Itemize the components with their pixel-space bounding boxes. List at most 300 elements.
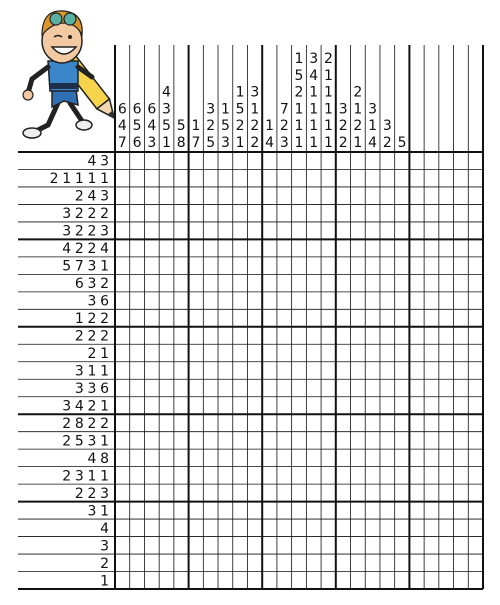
grid-cell[interactable] <box>380 467 395 484</box>
grid-cell[interactable] <box>203 414 218 431</box>
grid-cell[interactable] <box>203 502 218 519</box>
grid-cell[interactable] <box>115 187 130 204</box>
grid-cell[interactable] <box>277 344 292 361</box>
grid-cell[interactable] <box>144 222 159 239</box>
grid-cell[interactable] <box>218 432 233 449</box>
grid-cell[interactable] <box>218 222 233 239</box>
grid-cell[interactable] <box>395 274 410 291</box>
grid-cell[interactable] <box>454 169 469 186</box>
grid-cell[interactable] <box>189 239 204 256</box>
grid-cell[interactable] <box>203 537 218 554</box>
grid-cell[interactable] <box>409 274 424 291</box>
grid-cell[interactable] <box>409 239 424 256</box>
grid-cell[interactable] <box>130 222 145 239</box>
grid-cell[interactable] <box>189 502 204 519</box>
grid-cell[interactable] <box>233 519 248 536</box>
grid-cell[interactable] <box>424 187 439 204</box>
grid-cell[interactable] <box>351 484 366 501</box>
grid-cell[interactable] <box>174 239 189 256</box>
grid-cell[interactable] <box>365 362 380 379</box>
grid-cell[interactable] <box>439 169 454 186</box>
grid-cell[interactable] <box>292 169 307 186</box>
grid-cell[interactable] <box>321 257 336 274</box>
grid-cell[interactable] <box>292 449 307 466</box>
grid-cell[interactable] <box>218 292 233 309</box>
grid-cell[interactable] <box>189 484 204 501</box>
grid-cell[interactable] <box>115 467 130 484</box>
grid-cell[interactable] <box>233 239 248 256</box>
grid-cell[interactable] <box>336 152 351 169</box>
grid-cell[interactable] <box>395 222 410 239</box>
grid-cell[interactable] <box>203 204 218 221</box>
grid-cell[interactable] <box>203 554 218 571</box>
grid-cell[interactable] <box>130 327 145 344</box>
grid-cell[interactable] <box>203 187 218 204</box>
grid-cell[interactable] <box>395 292 410 309</box>
grid-cell[interactable] <box>395 309 410 326</box>
grid-cell[interactable] <box>262 327 277 344</box>
grid-cell[interactable] <box>409 502 424 519</box>
grid-cell[interactable] <box>247 397 262 414</box>
grid-cell[interactable] <box>233 169 248 186</box>
grid-cell[interactable] <box>424 274 439 291</box>
grid-cell[interactable] <box>233 432 248 449</box>
grid-cell[interactable] <box>468 572 483 589</box>
grid-cell[interactable] <box>365 239 380 256</box>
grid-cell[interactable] <box>292 309 307 326</box>
grid-cell[interactable] <box>174 379 189 396</box>
grid-cell[interactable] <box>130 169 145 186</box>
grid-cell[interactable] <box>292 484 307 501</box>
grid-cell[interactable] <box>395 519 410 536</box>
grid-cell[interactable] <box>380 572 395 589</box>
grid-cell[interactable] <box>292 362 307 379</box>
grid-cell[interactable] <box>395 327 410 344</box>
grid-cell[interactable] <box>351 537 366 554</box>
grid-cell[interactable] <box>144 379 159 396</box>
grid-cell[interactable] <box>409 484 424 501</box>
grid-cell[interactable] <box>468 204 483 221</box>
grid-cell[interactable] <box>144 309 159 326</box>
grid-cell[interactable] <box>351 187 366 204</box>
grid-cell[interactable] <box>203 572 218 589</box>
grid-cell[interactable] <box>144 169 159 186</box>
grid-cell[interactable] <box>218 239 233 256</box>
grid-cell[interactable] <box>174 309 189 326</box>
grid-cell[interactable] <box>233 222 248 239</box>
grid-cell[interactable] <box>409 204 424 221</box>
grid-cell[interactable] <box>233 152 248 169</box>
grid-cell[interactable] <box>115 414 130 431</box>
grid-cell[interactable] <box>189 222 204 239</box>
grid-cell[interactable] <box>365 327 380 344</box>
grid-cell[interactable] <box>277 292 292 309</box>
grid-cell[interactable] <box>336 169 351 186</box>
grid-cell[interactable] <box>321 572 336 589</box>
grid-cell[interactable] <box>174 397 189 414</box>
grid-cell[interactable] <box>409 449 424 466</box>
grid-cell[interactable] <box>395 554 410 571</box>
grid-cell[interactable] <box>218 484 233 501</box>
grid-cell[interactable] <box>218 309 233 326</box>
grid-cell[interactable] <box>262 449 277 466</box>
grid-cell[interactable] <box>321 397 336 414</box>
grid-cell[interactable] <box>159 432 174 449</box>
grid-cell[interactable] <box>321 309 336 326</box>
grid-cell[interactable] <box>395 397 410 414</box>
grid-cell[interactable] <box>454 379 469 396</box>
grid-cell[interactable] <box>159 257 174 274</box>
grid-cell[interactable] <box>454 222 469 239</box>
grid-cell[interactable] <box>159 414 174 431</box>
grid-cell[interactable] <box>189 274 204 291</box>
grid-cell[interactable] <box>262 519 277 536</box>
grid-cell[interactable] <box>174 292 189 309</box>
grid-cell[interactable] <box>468 152 483 169</box>
grid-cell[interactable] <box>277 519 292 536</box>
grid-cell[interactable] <box>424 257 439 274</box>
grid-cell[interactable] <box>380 397 395 414</box>
grid-cell[interactable] <box>292 432 307 449</box>
grid-cell[interactable] <box>233 344 248 361</box>
grid-cell[interactable] <box>351 362 366 379</box>
grid-cell[interactable] <box>144 397 159 414</box>
grid-cell[interactable] <box>277 239 292 256</box>
grid-cell[interactable] <box>262 502 277 519</box>
grid-cell[interactable] <box>159 152 174 169</box>
grid-cell[interactable] <box>277 484 292 501</box>
grid-cell[interactable] <box>130 379 145 396</box>
grid-cell[interactable] <box>262 274 277 291</box>
grid-cell[interactable] <box>336 519 351 536</box>
grid-cell[interactable] <box>365 309 380 326</box>
grid-cell[interactable] <box>115 537 130 554</box>
grid-cell[interactable] <box>159 239 174 256</box>
grid-cell[interactable] <box>409 222 424 239</box>
grid-cell[interactable] <box>424 379 439 396</box>
grid-cell[interactable] <box>159 327 174 344</box>
grid-cell[interactable] <box>454 152 469 169</box>
grid-cell[interactable] <box>174 274 189 291</box>
grid-cell[interactable] <box>262 187 277 204</box>
grid-cell[interactable] <box>351 274 366 291</box>
grid-cell[interactable] <box>395 537 410 554</box>
grid-cell[interactable] <box>130 239 145 256</box>
grid-cell[interactable] <box>144 467 159 484</box>
grid-cell[interactable] <box>233 397 248 414</box>
grid-cell[interactable] <box>409 467 424 484</box>
grid-cell[interactable] <box>218 379 233 396</box>
grid-cell[interactable] <box>306 432 321 449</box>
grid-cell[interactable] <box>292 554 307 571</box>
grid-cell[interactable] <box>247 344 262 361</box>
grid-cell[interactable] <box>277 169 292 186</box>
grid-cell[interactable] <box>336 362 351 379</box>
grid-cell[interactable] <box>247 187 262 204</box>
grid-cell[interactable] <box>144 152 159 169</box>
grid-cell[interactable] <box>468 554 483 571</box>
grid-cell[interactable] <box>130 344 145 361</box>
grid-cell[interactable] <box>130 537 145 554</box>
grid-cell[interactable] <box>247 169 262 186</box>
grid-cell[interactable] <box>144 274 159 291</box>
grid-cell[interactable] <box>336 379 351 396</box>
grid-cell[interactable] <box>321 414 336 431</box>
grid-cell[interactable] <box>174 484 189 501</box>
grid-cell[interactable] <box>380 309 395 326</box>
grid-cell[interactable] <box>247 467 262 484</box>
grid-cell[interactable] <box>144 327 159 344</box>
grid-cell[interactable] <box>454 414 469 431</box>
grid-cell[interactable] <box>247 309 262 326</box>
grid-cell[interactable] <box>439 449 454 466</box>
grid-cell[interactable] <box>468 344 483 361</box>
grid-cell[interactable] <box>174 362 189 379</box>
grid-cell[interactable] <box>321 239 336 256</box>
grid-cell[interactable] <box>292 379 307 396</box>
grid-cell[interactable] <box>336 432 351 449</box>
grid-cell[interactable] <box>380 344 395 361</box>
grid-cell[interactable] <box>292 222 307 239</box>
grid-cell[interactable] <box>336 187 351 204</box>
grid-cell[interactable] <box>468 257 483 274</box>
grid-cell[interactable] <box>144 554 159 571</box>
grid-cell[interactable] <box>306 414 321 431</box>
grid-cell[interactable] <box>351 239 366 256</box>
grid-cell[interactable] <box>203 519 218 536</box>
grid-cell[interactable] <box>454 362 469 379</box>
grid-cell[interactable] <box>218 327 233 344</box>
grid-cell[interactable] <box>233 467 248 484</box>
grid-cell[interactable] <box>247 152 262 169</box>
grid-cell[interactable] <box>115 449 130 466</box>
grid-cell[interactable] <box>468 327 483 344</box>
grid-cell[interactable] <box>233 502 248 519</box>
grid-cell[interactable] <box>247 414 262 431</box>
grid-cell[interactable] <box>380 502 395 519</box>
grid-cell[interactable] <box>130 292 145 309</box>
grid-cell[interactable] <box>292 327 307 344</box>
grid-cell[interactable] <box>424 344 439 361</box>
grid-cell[interactable] <box>351 169 366 186</box>
grid-cell[interactable] <box>321 327 336 344</box>
grid-cell[interactable] <box>439 502 454 519</box>
grid-cell[interactable] <box>218 152 233 169</box>
grid-cell[interactable] <box>203 274 218 291</box>
grid-cell[interactable] <box>189 327 204 344</box>
grid-cell[interactable] <box>424 554 439 571</box>
grid-cell[interactable] <box>380 327 395 344</box>
grid-cell[interactable] <box>292 572 307 589</box>
grid-cell[interactable] <box>336 274 351 291</box>
grid-cell[interactable] <box>189 362 204 379</box>
grid-cell[interactable] <box>336 327 351 344</box>
grid-cell[interactable] <box>144 239 159 256</box>
grid-cell[interactable] <box>321 169 336 186</box>
grid-cell[interactable] <box>454 467 469 484</box>
grid-cell[interactable] <box>277 432 292 449</box>
grid-cell[interactable] <box>262 239 277 256</box>
grid-cell[interactable] <box>203 222 218 239</box>
grid-cell[interactable] <box>292 204 307 221</box>
grid-cell[interactable] <box>262 397 277 414</box>
grid-cell[interactable] <box>409 537 424 554</box>
grid-cell[interactable] <box>144 292 159 309</box>
grid-cell[interactable] <box>395 414 410 431</box>
grid-cell[interactable] <box>380 537 395 554</box>
grid-cell[interactable] <box>277 187 292 204</box>
grid-cell[interactable] <box>336 239 351 256</box>
grid-cell[interactable] <box>159 467 174 484</box>
grid-cell[interactable] <box>351 309 366 326</box>
grid-cell[interactable] <box>174 519 189 536</box>
grid-cell[interactable] <box>247 432 262 449</box>
grid-cell[interactable] <box>130 204 145 221</box>
grid-cell[interactable] <box>454 484 469 501</box>
grid-cell[interactable] <box>454 292 469 309</box>
grid-cell[interactable] <box>321 449 336 466</box>
grid-cell[interactable] <box>115 239 130 256</box>
grid-cell[interactable] <box>468 379 483 396</box>
grid-cell[interactable] <box>439 537 454 554</box>
grid-cell[interactable] <box>439 292 454 309</box>
grid-cell[interactable] <box>292 239 307 256</box>
grid-cell[interactable] <box>439 309 454 326</box>
grid-cell[interactable] <box>395 502 410 519</box>
grid-cell[interactable] <box>409 169 424 186</box>
grid-cell[interactable] <box>277 502 292 519</box>
grid-cell[interactable] <box>174 344 189 361</box>
grid-cell[interactable] <box>395 239 410 256</box>
grid-cell[interactable] <box>247 537 262 554</box>
grid-cell[interactable] <box>203 292 218 309</box>
grid-cell[interactable] <box>306 152 321 169</box>
grid-cell[interactable] <box>218 467 233 484</box>
grid-cell[interactable] <box>439 204 454 221</box>
grid-cell[interactable] <box>454 519 469 536</box>
grid-cell[interactable] <box>292 344 307 361</box>
grid-cell[interactable] <box>336 467 351 484</box>
grid-cell[interactable] <box>306 397 321 414</box>
grid-cell[interactable] <box>351 554 366 571</box>
grid-cell[interactable] <box>159 187 174 204</box>
grid-cell[interactable] <box>115 222 130 239</box>
grid-cell[interactable] <box>189 152 204 169</box>
grid-cell[interactable] <box>306 467 321 484</box>
grid-cell[interactable] <box>365 537 380 554</box>
grid-cell[interactable] <box>351 572 366 589</box>
grid-cell[interactable] <box>336 292 351 309</box>
grid-cell[interactable] <box>218 554 233 571</box>
grid-cell[interactable] <box>306 187 321 204</box>
grid-cell[interactable] <box>233 449 248 466</box>
grid-cell[interactable] <box>351 519 366 536</box>
grid-cell[interactable] <box>351 467 366 484</box>
grid-cell[interactable] <box>203 239 218 256</box>
grid-cell[interactable] <box>203 397 218 414</box>
grid-cell[interactable] <box>321 204 336 221</box>
grid-cell[interactable] <box>292 414 307 431</box>
grid-cell[interactable] <box>159 502 174 519</box>
grid-cell[interactable] <box>409 519 424 536</box>
grid-cell[interactable] <box>218 449 233 466</box>
grid-cell[interactable] <box>468 239 483 256</box>
grid-cell[interactable] <box>321 344 336 361</box>
grid-cell[interactable] <box>115 257 130 274</box>
grid-cell[interactable] <box>424 309 439 326</box>
grid-cell[interactable] <box>247 222 262 239</box>
grid-cell[interactable] <box>321 467 336 484</box>
grid-cell[interactable] <box>439 152 454 169</box>
grid-cell[interactable] <box>277 152 292 169</box>
grid-cell[interactable] <box>247 554 262 571</box>
grid-cell[interactable] <box>439 222 454 239</box>
grid-cell[interactable] <box>351 379 366 396</box>
grid-cell[interactable] <box>292 397 307 414</box>
grid-cell[interactable] <box>306 379 321 396</box>
grid-cell[interactable] <box>468 484 483 501</box>
grid-cell[interactable] <box>424 537 439 554</box>
grid-cell[interactable] <box>439 519 454 536</box>
grid-cell[interactable] <box>424 467 439 484</box>
grid-cell[interactable] <box>468 414 483 431</box>
grid-cell[interactable] <box>189 537 204 554</box>
grid-cell[interactable] <box>365 344 380 361</box>
grid-cell[interactable] <box>321 379 336 396</box>
grid-cell[interactable] <box>174 187 189 204</box>
grid-cell[interactable] <box>174 414 189 431</box>
grid-cell[interactable] <box>306 502 321 519</box>
grid-cell[interactable] <box>247 362 262 379</box>
grid-cell[interactable] <box>159 379 174 396</box>
grid-cell[interactable] <box>468 309 483 326</box>
grid-cell[interactable] <box>203 432 218 449</box>
grid-cell[interactable] <box>159 449 174 466</box>
grid-cell[interactable] <box>203 449 218 466</box>
grid-cell[interactable] <box>351 432 366 449</box>
grid-cell[interactable] <box>336 537 351 554</box>
grid-cell[interactable] <box>144 449 159 466</box>
grid-cell[interactable] <box>454 397 469 414</box>
grid-cell[interactable] <box>380 362 395 379</box>
grid-cell[interactable] <box>218 204 233 221</box>
grid-cell[interactable] <box>233 379 248 396</box>
grid-cell[interactable] <box>395 257 410 274</box>
grid-cell[interactable] <box>424 292 439 309</box>
grid-cell[interactable] <box>218 537 233 554</box>
grid-cell[interactable] <box>233 554 248 571</box>
grid-cell[interactable] <box>321 222 336 239</box>
grid-cell[interactable] <box>395 432 410 449</box>
grid-cell[interactable] <box>174 169 189 186</box>
grid-cell[interactable] <box>439 274 454 291</box>
grid-cell[interactable] <box>395 484 410 501</box>
grid-cell[interactable] <box>365 187 380 204</box>
grid-cell[interactable] <box>424 222 439 239</box>
grid-cell[interactable] <box>115 292 130 309</box>
grid-cell[interactable] <box>115 362 130 379</box>
grid-cell[interactable] <box>189 204 204 221</box>
grid-cell[interactable] <box>292 152 307 169</box>
grid-cell[interactable] <box>380 187 395 204</box>
grid-cell[interactable] <box>454 327 469 344</box>
grid-cell[interactable] <box>115 554 130 571</box>
grid-cell[interactable] <box>174 204 189 221</box>
grid-cell[interactable] <box>321 432 336 449</box>
grid-cell[interactable] <box>336 484 351 501</box>
grid-cell[interactable] <box>203 169 218 186</box>
grid-cell[interactable] <box>292 257 307 274</box>
